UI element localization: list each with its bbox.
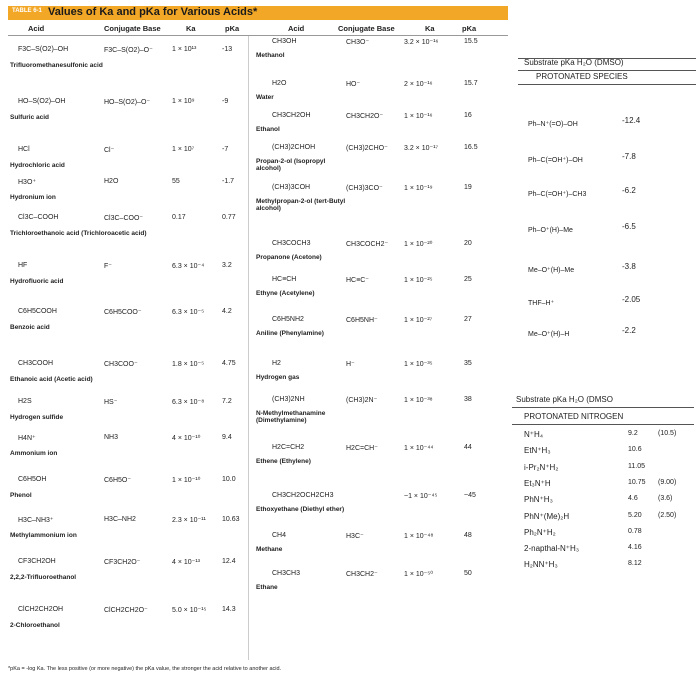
acid-structure: C6H5NH2 (272, 316, 304, 323)
pka-value: -7 (222, 146, 229, 153)
conjugate-base: CH3O⁻ (346, 39, 370, 46)
ka-value: 2.3 × 10⁻¹¹ (172, 517, 206, 524)
pka-value: 50 (464, 570, 472, 577)
acid-structure: HCl (18, 146, 30, 153)
conjugate-base: Cl⁻ (104, 147, 115, 154)
acid-structure: (CH3)2CHOH (272, 144, 316, 151)
dmso-value: (9.00) (658, 478, 677, 486)
col-header-pka: pKa (225, 24, 240, 33)
pka-value: 4.16 (628, 544, 642, 552)
ka-value: 1 × 10¹³ (172, 46, 197, 53)
conjugate-base: F⁻ (104, 263, 112, 270)
ka-value: 1 × 10⁹ (172, 98, 195, 105)
pka-value: 15.7 (464, 80, 478, 87)
pka-value: -7.8 (622, 152, 636, 161)
pka-value: -2.2 (622, 326, 636, 335)
col-header-ka-2: Ka (425, 24, 435, 33)
ka-value: 1 × 10⁻²⁵ (404, 277, 433, 284)
molecule: Ph–C(=OH⁺)–CH3 (528, 191, 587, 198)
acid-name: Ethanol (256, 126, 280, 133)
ka-value: 4 × 10⁻¹⁰ (172, 435, 201, 442)
acid-name: Benzoic acid (10, 324, 50, 331)
conjugate-base: CH3COO⁻ (104, 361, 138, 368)
conjugate-base: H3C⁻ (346, 533, 364, 540)
pka-value: 25 (464, 276, 472, 283)
acid-structure: H4N⁺ (18, 435, 36, 442)
ka-value: 3.2 × 10⁻¹⁶ (404, 39, 439, 46)
ka-value: 3.2 × 10⁻¹⁷ (404, 145, 439, 152)
conjugate-base: HO–S(O2)–O⁻ (104, 99, 151, 106)
ka-value: 1 × 10⁻⁵⁰ (404, 571, 434, 578)
ka-value: 2 × 10⁻¹⁶ (404, 81, 433, 88)
acid-name: Hydrochloric acid (10, 162, 65, 169)
pka-value: 15.5 (464, 38, 478, 45)
pka-value: 14.3 (222, 606, 236, 613)
panel2-sec-rule (512, 424, 694, 425)
ka-value: 1 × 10⁻³⁸ (404, 397, 433, 404)
molecule: Me–O⁺(H)–Me (528, 267, 575, 274)
molecule: Ph₂N⁺H₂ (524, 527, 556, 537)
pka-value: -13 (222, 46, 233, 53)
table-tag: TABLE 6-1 (12, 8, 42, 14)
conjugate-base: HC≡C⁻ (346, 277, 369, 284)
molecule: Me–O⁺(H)–H (528, 331, 570, 338)
acid-structure: CH3CH2OH (272, 112, 311, 119)
acid-structure: (CH3)3COH (272, 184, 311, 191)
acid-name: Hydrofluoric acid (10, 278, 64, 285)
acid-name: Hydrogen gas (256, 374, 300, 381)
pka-value: -3.8 (622, 262, 636, 271)
panel1-sec-rule (518, 84, 696, 85)
panel2-section-title: PROTONATED NITROGEN (524, 412, 624, 421)
pka-value: 7.2 (222, 398, 232, 405)
acid-name: Ammonium ion (10, 450, 58, 457)
pka-value: 9.2 (628, 430, 638, 437)
acid-name: Ethyne (Acetylene) (256, 290, 315, 297)
pka-value: 20 (464, 240, 472, 247)
ka-value: 1 × 10⁻¹⁰ (172, 477, 201, 484)
pka-value: 10.75 (628, 478, 646, 486)
acid-name: Propan-2-ol (Isopropyl alcohol) (256, 158, 326, 172)
pka-value: -9 (222, 98, 229, 105)
pka-value: -6.2 (622, 186, 636, 195)
ka-value: 4 × 10⁻¹³ (172, 559, 201, 566)
pka-value: 4.6 (628, 495, 638, 503)
conjugate-base: CH3CH2O⁻ (346, 113, 384, 120)
pka-value: 11.05 (628, 462, 645, 470)
acid-name: 2,2,2-Trifluoroethanol (10, 574, 77, 581)
panel1-section-title: PROTONATED SPECIES (536, 72, 628, 81)
acid-name: 2-Chloroethanol (10, 622, 60, 629)
ka-value: 55 (172, 178, 180, 185)
dmso-value: (10.5) (658, 430, 677, 437)
acid-name: Trifluoromethanesulfonic acid (10, 62, 103, 69)
acid-structure: H2 (272, 360, 281, 367)
acid-structure: C6H5COOH (18, 308, 57, 315)
molecule: PhN⁺(Me)₂H (524, 511, 570, 521)
ka-value: 1 × 10⁻⁴⁴ (404, 445, 434, 452)
acid-name: Aniline (Phenylamine) (256, 330, 324, 337)
molecule: N⁺H₄ (524, 430, 544, 439)
pka-value: 4.75 (222, 360, 236, 367)
conjugate-base: CH3COCH2⁻ (346, 241, 389, 248)
conjugate-base: (CH3)2CHO⁻ (346, 145, 388, 152)
pka-value: 35 (464, 360, 472, 367)
molecule: EtN⁺H₃ (524, 446, 551, 456)
ka-value: 1 × 10⁻³⁵ (404, 361, 433, 368)
molecule: Ph–C(=OH⁺)–OH (528, 157, 583, 164)
acid-name: Ethoxyethane (Diethyl ether) (256, 506, 345, 513)
ka-value: 1.8 × 10⁻⁵ (172, 361, 205, 368)
conjugate-base: F3C–S(O2)–O⁻ (104, 47, 153, 54)
pka-value: 10.63 (222, 516, 240, 523)
acid-name: Ethanoic acid (Acetic acid) (10, 376, 93, 383)
conjugate-base: H3C–NH2 (104, 516, 136, 523)
molecule: THF–H⁺ (528, 300, 555, 307)
conjugate-base: NH3 (104, 434, 119, 441)
header-rule (8, 35, 508, 36)
conjugate-base: (CH3)3CO⁻ (346, 185, 383, 192)
molecule: i-Pr₂N⁺H₂ (524, 462, 559, 472)
acid-structure: C6H5OH (18, 476, 47, 483)
acid-structure: CH3CH3 (272, 570, 301, 577)
acid-structure: CH3COOH (18, 360, 54, 367)
acid-structure: ClCH2CH2OH (18, 606, 64, 613)
acid-structure: F3C–S(O2)–OH (18, 46, 69, 53)
molecule: 2-napthal-N⁺H₃ (524, 544, 580, 554)
ka-value: 6.3 × 10⁻⁵ (172, 309, 205, 316)
acid-name: Phenol (10, 492, 32, 499)
molecule: H₂NN⁺H₃ (524, 560, 558, 570)
conjugate-base: CH3CH2⁻ (346, 571, 378, 578)
pka-value: 0.77 (222, 214, 236, 221)
molecule: Ph–O⁺(H)–Me (528, 227, 573, 234)
conjugate-base: HS⁻ (104, 399, 118, 406)
acid-structure: CH4 (272, 532, 287, 539)
acid-structure: Cl3C–COOH (18, 214, 59, 221)
pka-value: 12.4 (222, 558, 236, 565)
pka-value: 0.78 (628, 527, 642, 535)
ka-value: ~1 × 10⁻⁴⁵ (404, 493, 438, 500)
conjugate-base: Cl3C–COO⁻ (104, 215, 144, 222)
table-title: Values of Ka and pKa for Various Acids* (48, 6, 258, 18)
acid-structure: HO–S(O2)–OH (18, 98, 66, 105)
dmso-value: (2.50) (658, 511, 677, 519)
ka-value: 5.0 × 10⁻¹⁵ (172, 607, 207, 614)
acid-name: Trichloroethanoic acid (Trichloroacetic acid) (10, 230, 147, 237)
acid-name: Methylammonium ion (10, 532, 77, 539)
acid-structure: CF3CH2OH (18, 558, 56, 565)
conjugate-base: H⁻ (346, 361, 355, 368)
ka-value: 6.3 × 10⁻⁸ (172, 399, 205, 406)
acid-structure: HF (18, 262, 28, 269)
ka-value: 0.17 (172, 214, 186, 221)
acid-structure: CH3COCH3 (272, 240, 311, 247)
acid-structure: (CH3)2NH (272, 396, 305, 403)
pka-value: 4.2 (222, 308, 232, 315)
acid-structure: H2O (272, 80, 287, 87)
table-footnote: *pKa = -log Ka. The less positive (or more negative) the pKa value, the stronger the acid relative to another acid. (8, 666, 282, 672)
pka-value: -6.5 (622, 222, 636, 231)
acid-name: Sulfuric acid (10, 114, 50, 121)
acid-structure: CH3OH (272, 38, 297, 45)
acid-name: N-Methylmethanamine (Dimethylamine) (256, 410, 326, 424)
dmso-value: (3.6) (658, 495, 673, 503)
acid-structure: CH3CH2OCH2CH3 (272, 492, 334, 499)
ka-value: 1 × 10⁷ (172, 146, 195, 153)
panel1-mid-rule (518, 70, 696, 71)
acid-name: Ethane (256, 584, 278, 591)
acid-structure: H3C–NH3⁺ (18, 517, 54, 524)
conjugate-base: HO⁻ (346, 81, 361, 88)
conjugate-base: ClCH2CH2O⁻ (104, 607, 148, 614)
molecule: Et₃N⁺H (524, 478, 551, 488)
acid-name: Water (256, 94, 274, 101)
ka-value: 1 × 10⁻²⁷ (404, 317, 433, 324)
pka-value: 16 (464, 112, 472, 119)
pka-value: -12.4 (622, 116, 641, 125)
pka-value: 27 (464, 316, 472, 323)
pka-value: 38 (464, 396, 472, 403)
conjugate-base: H2O (104, 178, 119, 185)
acid-name: Methylpropan-2-ol (tert-Butyl alcohol) (256, 198, 346, 212)
pka-value: ~45 (464, 492, 476, 499)
conjugate-base: H2C=CH⁻ (346, 445, 378, 452)
conjugate-base: CF3CH2O⁻ (104, 559, 141, 566)
pka-value: 5.20 (628, 511, 642, 519)
acid-structure: H3O⁺ (18, 179, 37, 186)
conjugate-base: (CH3)2N⁻ (346, 397, 378, 404)
ka-value: 1 × 10⁻¹⁹ (404, 185, 433, 192)
col-header-base: Conjugate Base (104, 24, 161, 33)
pka-value: 19 (464, 184, 472, 191)
acid-name: Hydronium ion (10, 194, 56, 201)
acid-structure: H2S (18, 398, 32, 405)
panel2-top-rule (512, 407, 694, 408)
conjugate-base: C6H5NH⁻ (346, 317, 378, 324)
acid-name: Methane (256, 546, 283, 553)
ka-value: 1 × 10⁻²⁰ (404, 241, 433, 248)
acid-name: Propanone (Acetone) (256, 254, 322, 261)
ka-value: 1 × 10⁻⁴⁸ (404, 533, 434, 540)
pka-value: 10.0 (222, 476, 236, 483)
pka-value: 9.4 (222, 434, 232, 441)
pka-value: -1.7 (222, 178, 235, 185)
col-header-acid-2: Acid (288, 24, 305, 33)
col-header-base-2: Conjugate Base (338, 24, 395, 33)
pka-value: 48 (464, 532, 472, 539)
molecule: Ph–N⁺(=O)–OH (528, 121, 578, 128)
pka-value: 16.5 (464, 144, 478, 151)
pka-value: 44 (464, 444, 472, 451)
pka-value: 3.2 (222, 262, 232, 269)
pka-value: 10.6 (628, 446, 642, 454)
ka-value: 1 × 10⁻¹⁶ (404, 113, 433, 120)
acid-structure: H2C=CH2 (272, 444, 305, 451)
molecule: PhN⁺H₃ (524, 495, 553, 505)
col-header-ka: Ka (186, 24, 196, 33)
acid-structure: HC≡CH (272, 276, 297, 283)
column-divider (248, 36, 249, 660)
col-header-pka-2: pKa (462, 24, 477, 33)
pka-value: 8.12 (628, 560, 642, 568)
ka-value: 6.3 × 10⁻⁴ (172, 263, 205, 270)
acid-name: Ethene (Ethylene) (256, 458, 311, 465)
pka-value: -2.05 (622, 295, 641, 304)
acid-name: Hydrogen sulfide (10, 414, 64, 421)
col-header-acid: Acid (28, 24, 45, 33)
acid-name: Methanol (256, 52, 285, 59)
conjugate-base: C6H5O⁻ (104, 477, 132, 484)
panel1-header: Substrate pKa H₂O (DMSO) (524, 58, 624, 67)
conjugate-base: C6H5COO⁻ (104, 309, 142, 316)
panel2-header: Substrate pKa H₂O (DMSO (516, 395, 613, 404)
